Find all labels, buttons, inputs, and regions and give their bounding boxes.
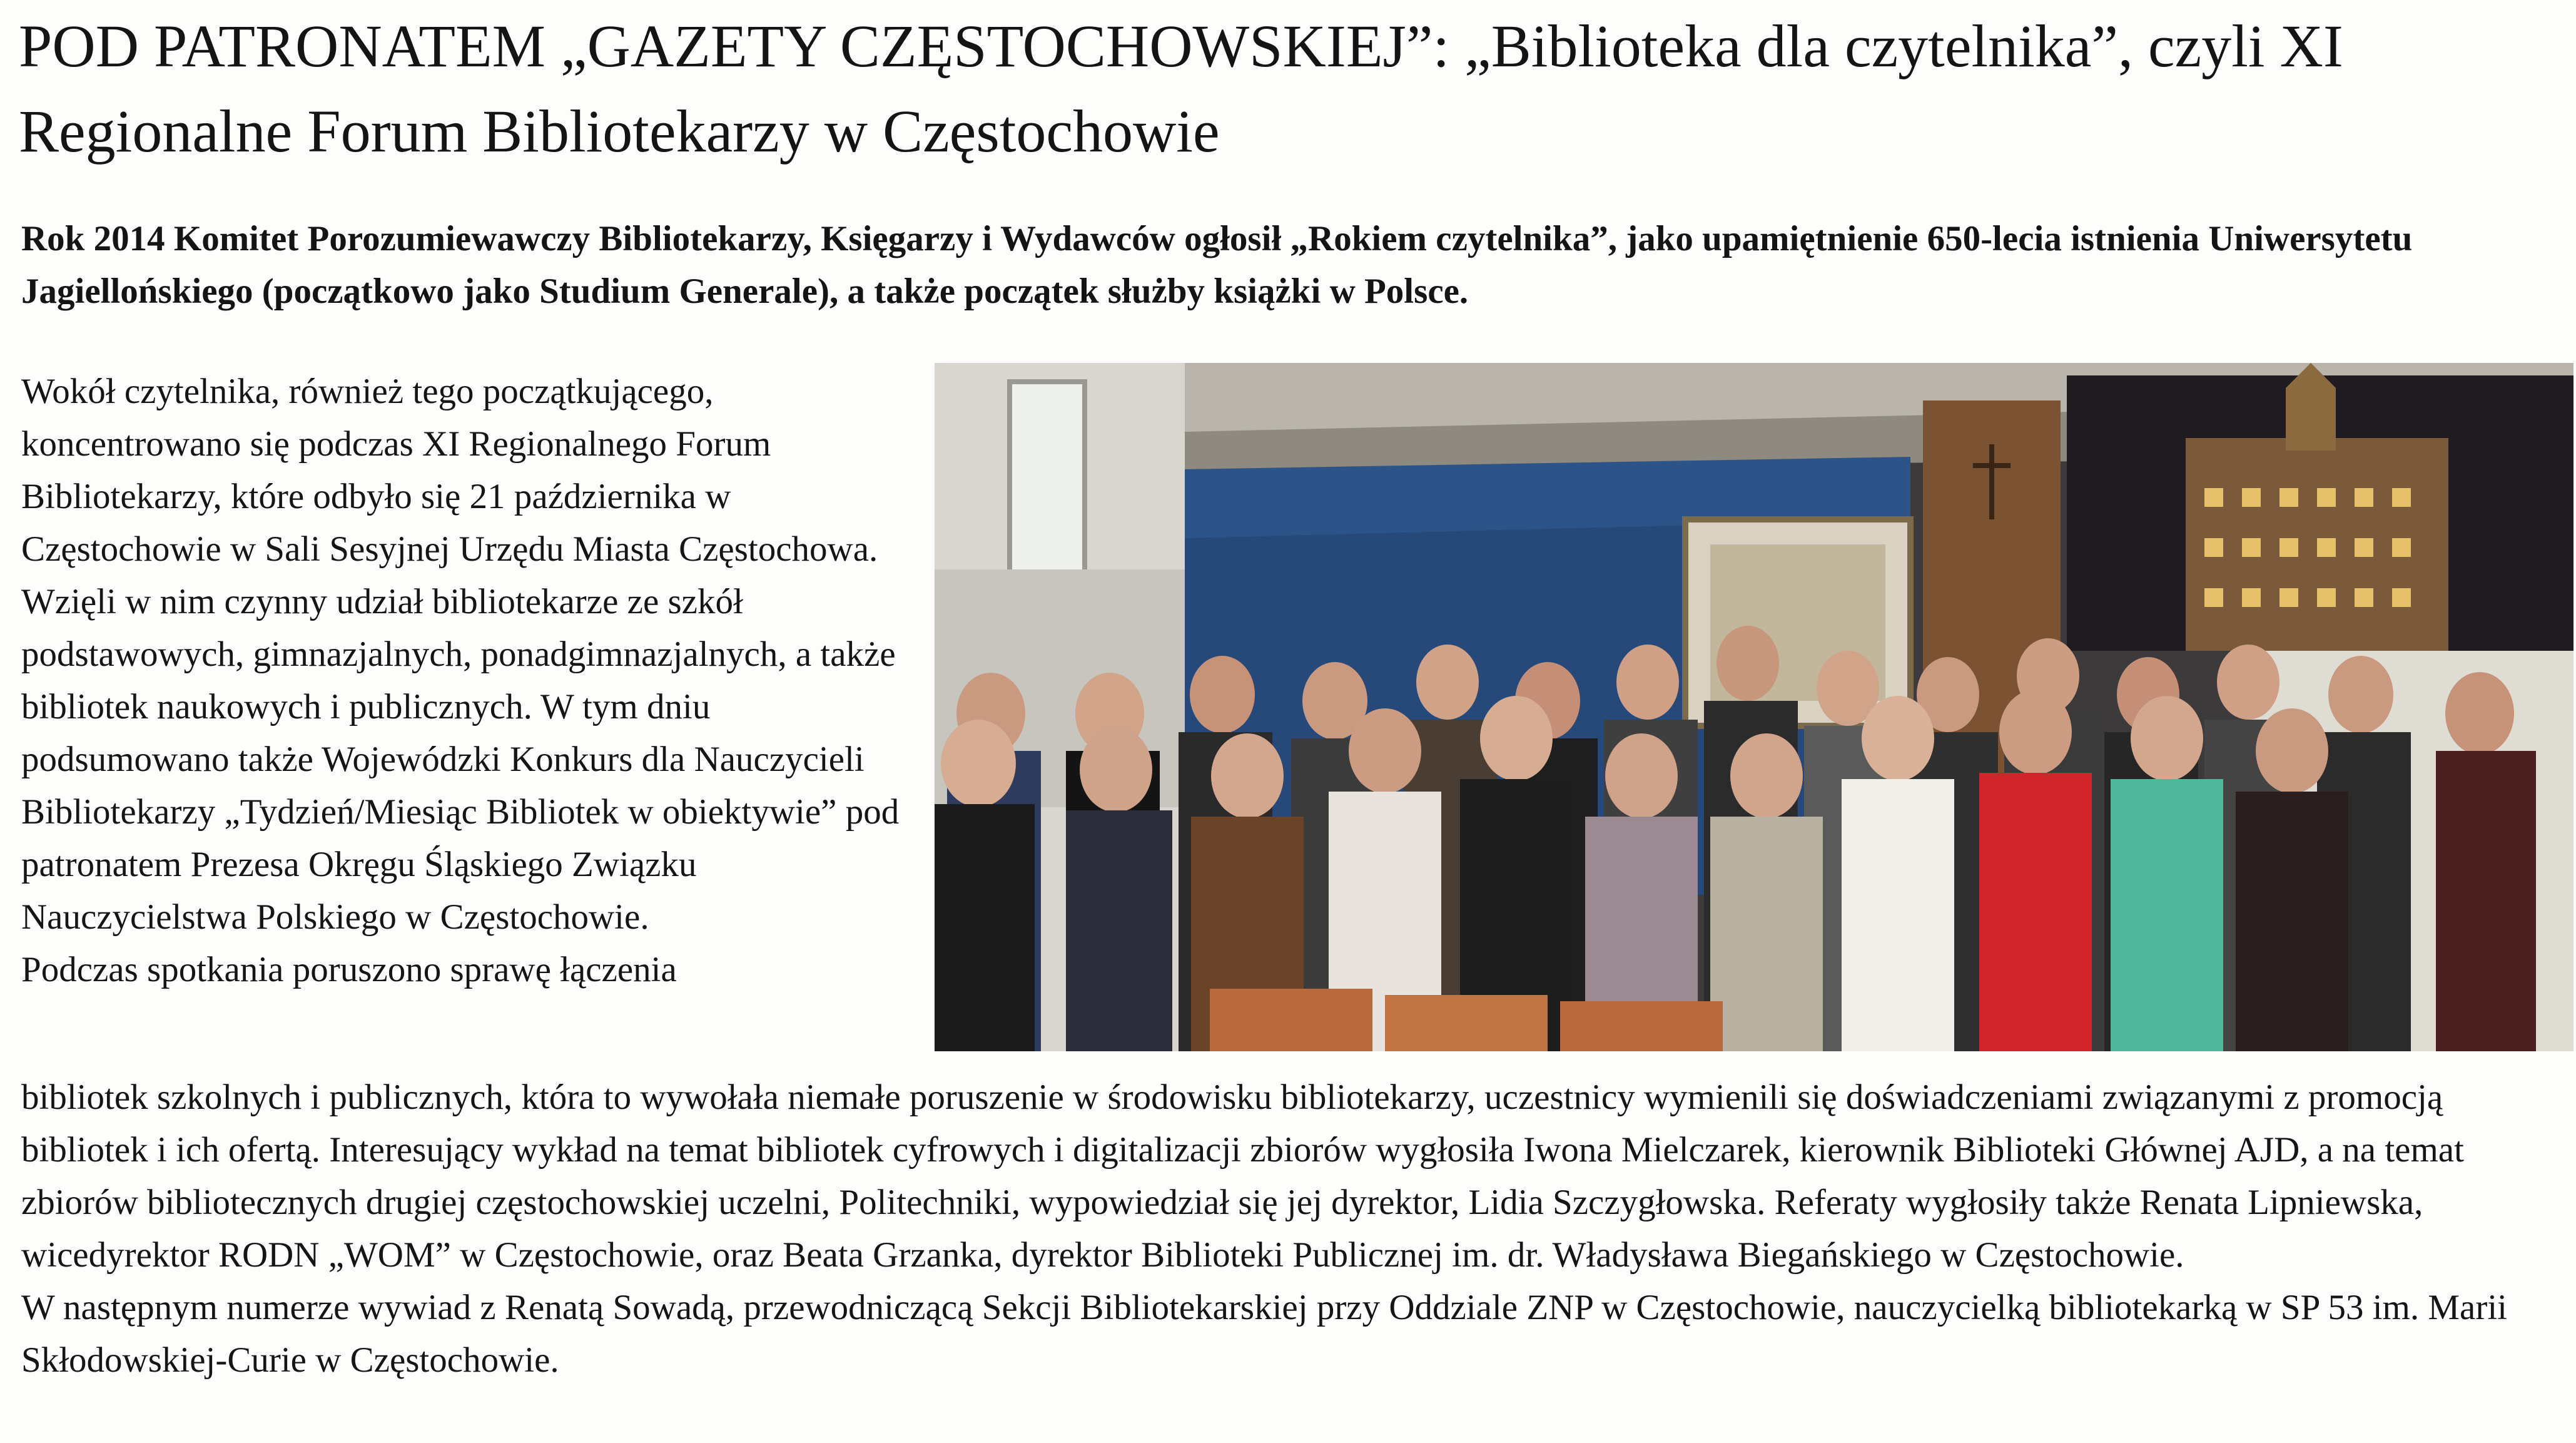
- article-column: [21, 365, 922, 996]
- article-lead: Rok 2014 Komitet Porozumiewawczy Bibliotekarzy, Księgarzy i Wydawców ogłosił „Rokiem czytelnika”, jako upamiętnienie 650-lecia istnienia Uniwersytetu Jagiellońskiego (początkowo jako Studium Generale), a także początek służby książki w Polsce.: [21, 219, 2413, 311]
- article-headline: POD PATRONATEM „GAZETY CZĘSTOCHOWSKIEJ”: „Biblioteka dla czytelnika”, czyli XI Regionalne Forum Bibliotekarzy w Częstochowie: [19, 13, 2343, 165]
- article-paragraph-lectures: bibliotek szkolnych i publicznych, która to wywołała niemałe poruszenie w środowisku bibliotekarzy, uczestnicy wymienili się doświadczeniami związanymi z promocją bibliotek i ich ofertą. Interesujący wykład na temat bibliotek cyfrowych i digitalizacji zbiorów wygłosiła Iwona Mielczarek, kierownik Biblioteki Głównej AJD, a na temat zbiorów bibliotecznych drugiej częstochowskiej uczelni, Politechniki, wypowiedział się jej dyrektor, Lidia Szczygłowska. Referaty wygłosiły także Renata Lipniewska, wicedyrektor RODN „WOM” w Częstochowie, oraz Beata Grzanka, dyrektor Biblioteki Publicznej im. dr. Władysława Biegańskiego w Częstochowie.: [21, 1078, 2464, 1275]
- article-paragraph-next-issue: W następnym numerze wywiad z Renatą Sowadą, przewodniczącą Sekcji Bibliotekarskiej przy Oddziale ZNP w Częstochowie, nauczycielką bibliotekarką w SP 53 im. Marii Skłodowskiej-Curie w Częstochowie.: [21, 1288, 2507, 1380]
- article-paragraph-intro: Wokół czytelnika, również tego początkującego, koncentrowano się podczas XI Regionalnego Forum Bibliotekarzy, które odbyło się 21 października w Częstochowie w Sali Sesyjnej Urzędu Miasta Częstochowa. Wzięli w nim czynny udział bibliotekarze ze szkół podstawowych, gimnazjalnych, ponadgimnazjalnych, a także bibliotek naukowych i publicznych. W tym dniu podsumowano także Wojewódzki Konkurs dla Nauczycieli Bibliotekarzy „Tydzień/Miesiąc Bibliotek w obiektywie” pod patronatem Prezesa Okręgu Śląskiego Związku Nauczycielstwa Polskiego w Częstochowie.: [21, 372, 900, 937]
- group-photo: [935, 363, 2573, 1051]
- article-paragraph-start: Podczas spotkania poruszono sprawę łączenia: [21, 950, 677, 989]
- article-continuation: [21, 1071, 2561, 1387]
- group-photo-image: [935, 363, 2573, 1051]
